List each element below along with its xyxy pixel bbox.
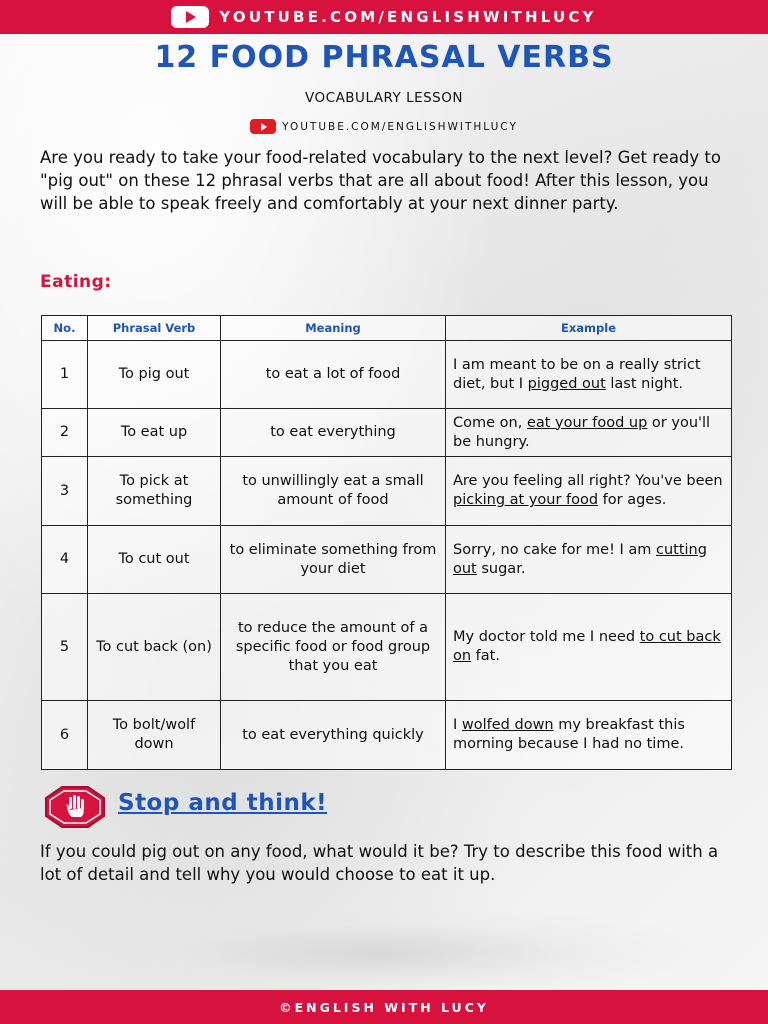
row-number: 5: [42, 594, 88, 701]
row-number: 3: [42, 457, 88, 526]
phrasal-verbs-table: [41, 315, 732, 770]
row-meaning: to eat everything quickly: [221, 701, 446, 770]
header-phrasal-verb: Phrasal Verb: [88, 316, 221, 341]
footer-banner: [0, 990, 768, 1024]
row-example: I wolfed down my breakfast this morning because I had no time.: [446, 701, 732, 770]
question-paragraph: If you could pig out on any food, what would it be? Try to describe this food with a lot of detail and tell why you would choose to eat it up.: [40, 842, 719, 884]
row-verb: To cut back (on): [88, 594, 221, 701]
stop-and-think-heading: Stop and think!: [118, 790, 328, 816]
row-meaning: to eliminate something from your diet: [221, 526, 446, 594]
intro-paragraph: Are you ready to take your food-related vocabulary to the next level? Get ready to "pig out" on these 12 phrasal verbs that are all about food! After this lesson, you will be able to speak freely and comfortably at your next dinner party.: [40, 148, 721, 213]
page-title: 12 FOOD PHRASAL VERBS: [154, 40, 614, 75]
table-row: [42, 457, 732, 526]
row-number: 1: [42, 341, 88, 409]
row-meaning: to unwillingly eat a small amount of food: [221, 457, 446, 526]
table-row: [42, 701, 732, 770]
header-example: Example: [446, 316, 732, 341]
row-example: I am meant to be on a really strict diet, but I pigged out last night.: [446, 341, 732, 409]
row-verb: To pick at something: [88, 457, 221, 526]
row-example: Are you feeling all right? You've been picking at your food for ages.: [446, 457, 732, 526]
header-meaning: Meaning: [221, 316, 446, 341]
row-verb: To cut out: [88, 526, 221, 594]
table-row: [42, 594, 732, 701]
row-number: 4: [42, 526, 88, 594]
row-number: 2: [42, 409, 88, 457]
row-verb: To bolt/wolf down: [88, 701, 221, 770]
row-meaning: to eat a lot of food: [221, 341, 446, 409]
row-verb: To eat up: [88, 409, 221, 457]
top-banner-url[interactable]: YOUTUBE.COM/ENGLISHWITHLUCY: [219, 8, 597, 26]
top-banner: [0, 0, 768, 34]
row-example: Sorry, no cake for me! I am cutting out sugar.: [446, 526, 732, 594]
youtube-icon: [171, 6, 209, 28]
row-example: Come on, eat your food up or you'll be hungry.: [446, 409, 732, 457]
footer-text: ©ENGLISH WITH LUCY: [279, 999, 489, 1015]
table-header-row: [42, 316, 732, 341]
row-meaning: to eat everything: [221, 409, 446, 457]
row-number: 6: [42, 701, 88, 770]
section-heading: Eating:: [40, 272, 112, 292]
page-subtitle: VOCABULARY LESSON: [305, 90, 463, 106]
youtube-icon: [250, 119, 276, 134]
table-row: [42, 526, 732, 594]
header-no: No.: [42, 316, 88, 341]
row-verb: To pig out: [88, 341, 221, 409]
table-row: [42, 409, 732, 457]
youtube-link[interactable]: [0, 119, 768, 134]
row-meaning: to reduce the amount of a specific food or food group that you eat: [221, 594, 446, 701]
plate-background: [40, 905, 730, 985]
stop-hand-icon: [45, 786, 105, 828]
table-row: [42, 341, 732, 409]
row-example: My doctor told me I need to cut back on fat.: [446, 594, 732, 701]
youtube-link-text: YOUTUBE.COM/ENGLISHWITHLUCY: [282, 120, 518, 133]
